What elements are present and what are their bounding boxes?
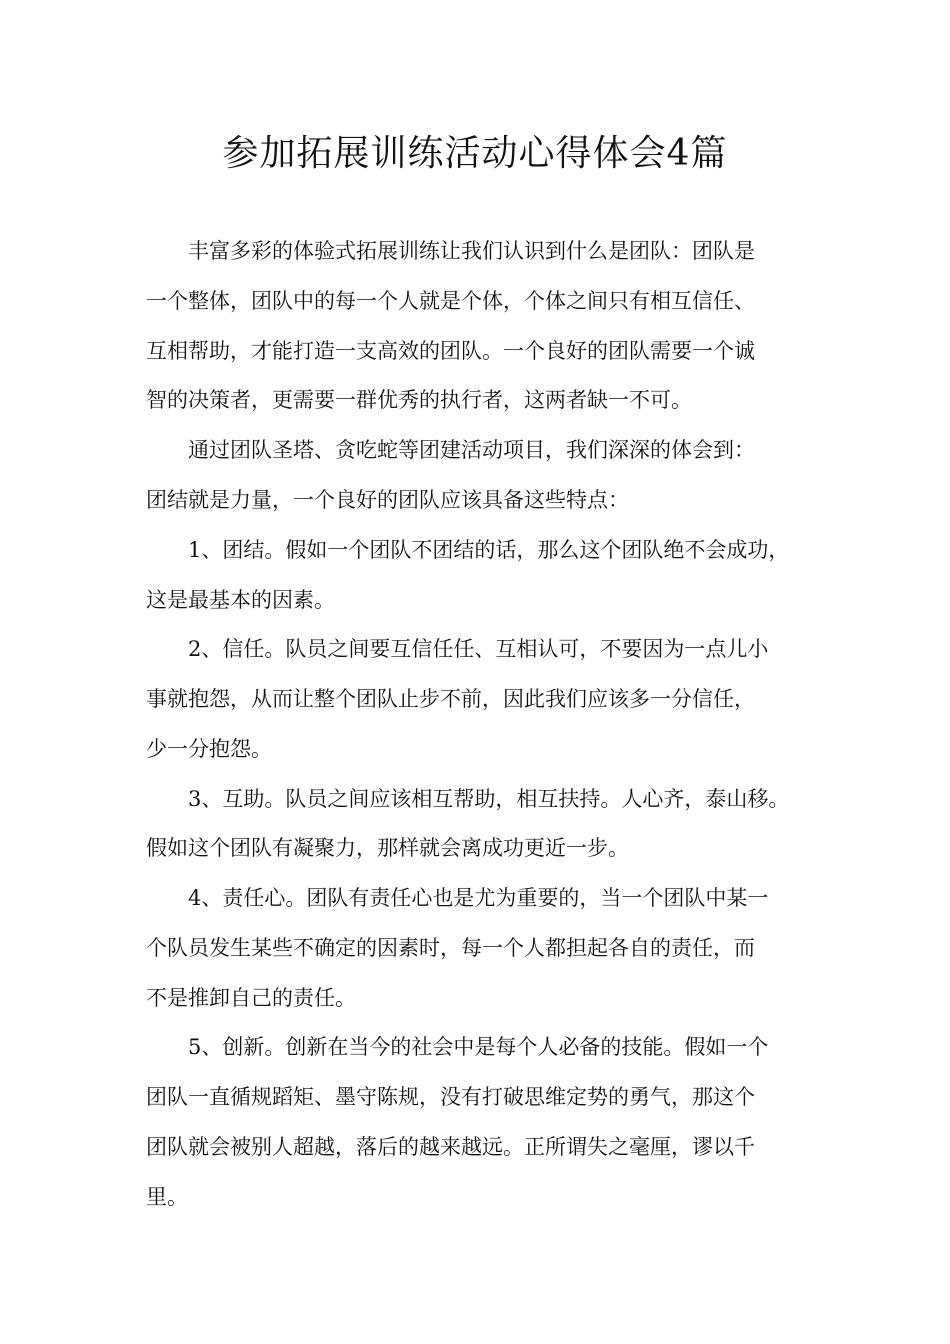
paragraph-line: 团队就会被别人超越，落后的越来越远。正所谓失之毫厘，谬以千 [146, 1135, 755, 1159]
paragraph-line: 1、团结。假如一个团队不团结的话，那么这个团队绝不会成功， [188, 538, 790, 562]
paragraph-line: 通过团队圣塔、贪吃蛇等团建活动项目，我们深深的体会到： [188, 438, 755, 462]
paragraph-line: 3、互助。队员之间应该相互帮助，相互扶持。人心齐，泰山移。 [188, 787, 790, 811]
page-title: 参加拓展训练活动心得体会4篇 [222, 133, 728, 174]
paragraph-line: 事就抱怨，从而让整个团队止步不前，因此我们应该多一分信任， [146, 687, 755, 711]
paragraph-line: 个队员发生某些不确定的因素时，每一个人都担起各自的责任，而 [146, 936, 755, 960]
paragraph-line: 假如这个团队有凝聚力，那样就会离成功更近一步。 [146, 836, 629, 860]
paragraph-line: 丰富多彩的体验式拓展训练让我们认识到什么是团队：团队是 [188, 239, 755, 263]
paragraph-line: 里。 [146, 1185, 188, 1209]
paragraph-line: 互相帮助，才能打造一支高效的团队。一个良好的团队需要一个诚 [146, 339, 755, 363]
paragraph-line: 智的决策者，更需要一群优秀的执行者，这两者缺一不可。 [146, 388, 692, 412]
paragraph-line: 5、创新。创新在当今的社会中是每个人必备的技能。假如一个 [188, 1035, 769, 1059]
paragraph-line: 2、信任。队员之间要互信任任、互相认可，不要因为一点儿小 [188, 637, 769, 661]
paragraph-line: 一个整体，团队中的每一个人就是个体，个体之间只有相互信任、 [146, 289, 755, 313]
paragraph-line: 这是最基本的因素。 [146, 588, 335, 612]
paragraph-line: 4、责任心。团队有责任心也是尤为重要的，当一个团队中某一 [188, 886, 769, 910]
paragraph-line: 团结就是力量，一个良好的团队应该具备这些特点： [146, 488, 629, 512]
paragraph-line: 少一分抱怨。 [146, 737, 272, 761]
paragraph-line: 不是推卸自己的责任。 [146, 986, 356, 1010]
paragraph-line: 团队一直循规蹈矩、墨守陈规，没有打破思维定势的勇气，那这个 [146, 1085, 755, 1109]
